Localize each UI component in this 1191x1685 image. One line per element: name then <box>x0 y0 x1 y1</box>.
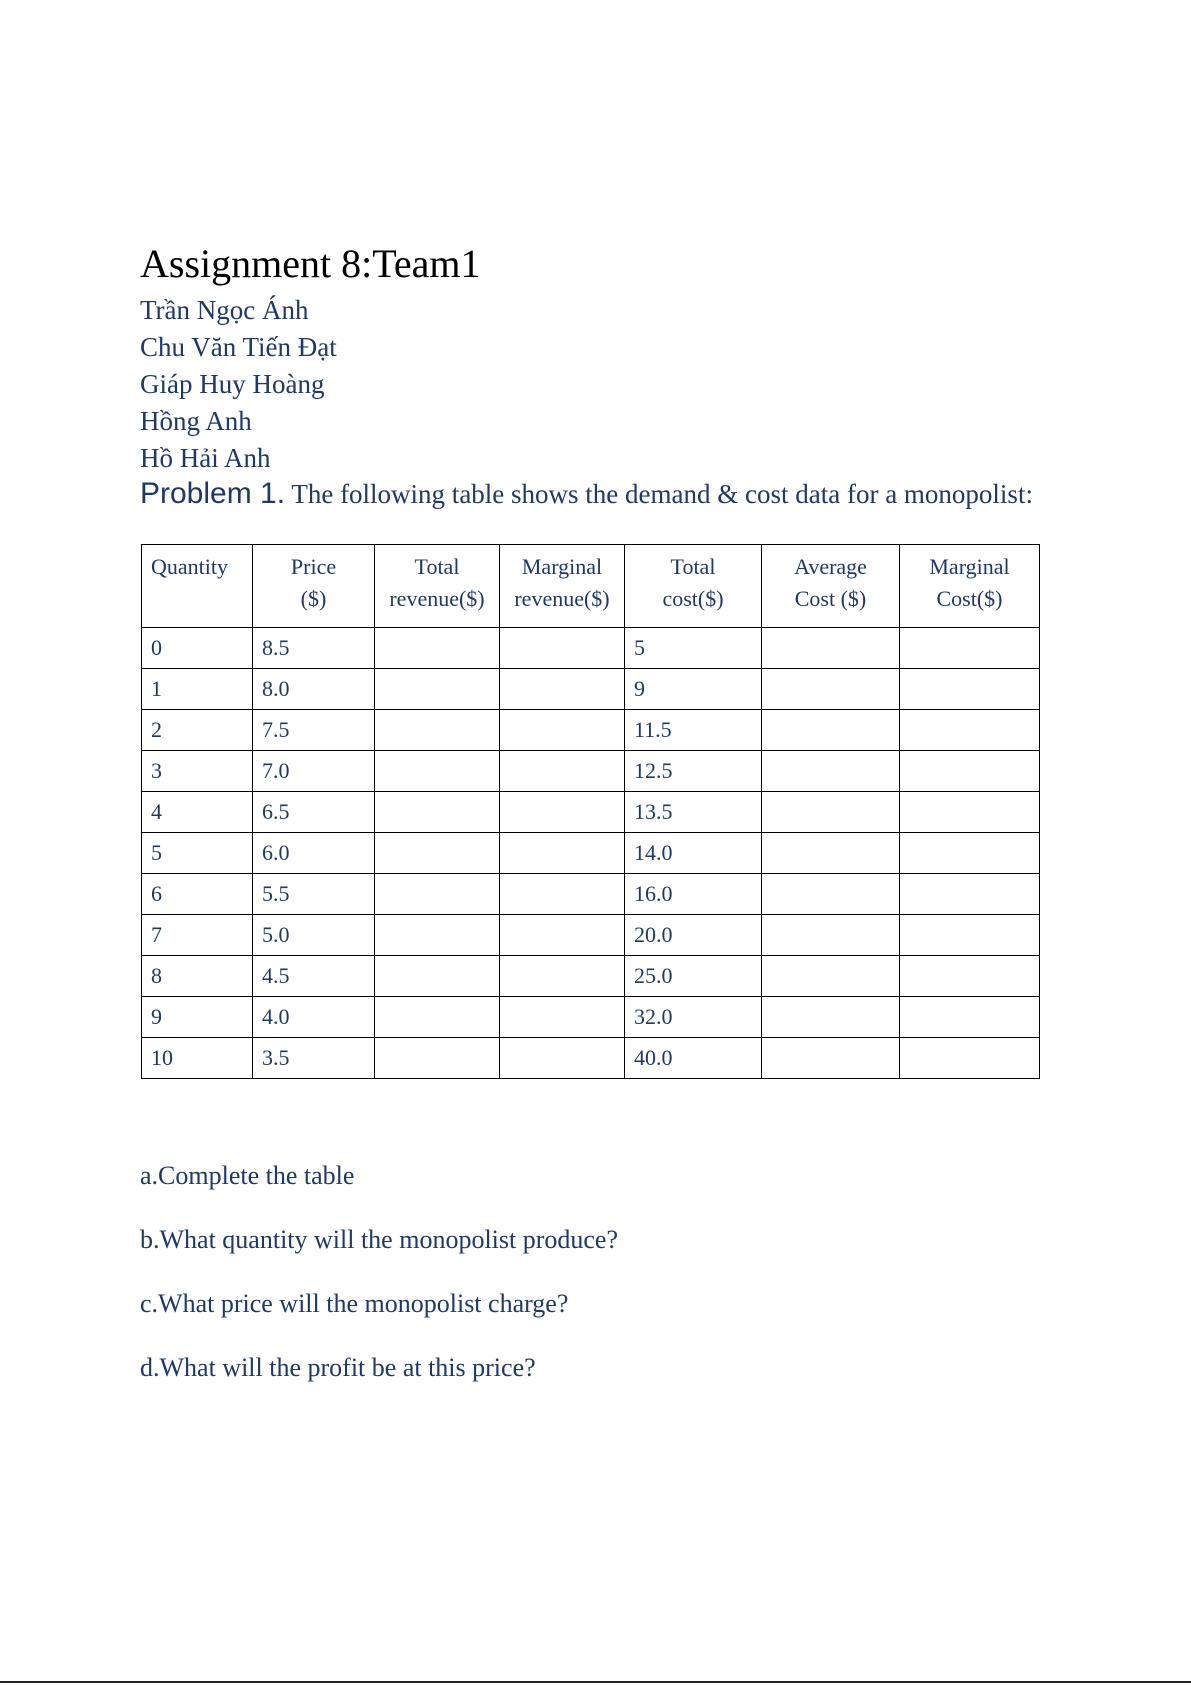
column-header-price <box>253 545 375 628</box>
table-cell-marginal-revenue <box>500 710 625 751</box>
table-cell-total-revenue <box>375 915 500 956</box>
table-cell-average-cost <box>762 669 900 710</box>
table-cell-quantity: 1 <box>142 669 253 710</box>
table-cell-total-cost: 12.5 <box>625 751 762 792</box>
table-row <box>142 833 1040 874</box>
column-header-line: Cost ($) <box>794 586 867 611</box>
table-row <box>142 628 1040 669</box>
table-cell-price: 4.5 <box>253 956 375 997</box>
team-member: Chu Văn Tiến Đạt <box>140 332 337 362</box>
table-cell-average-cost <box>762 628 900 669</box>
question-item: c.What price will the monopolist charge? <box>140 1289 569 1318</box>
question-item: a.Complete the table <box>140 1161 355 1190</box>
problem-label: Problem 1. <box>140 477 286 510</box>
table-cell-price: 5.0 <box>253 915 375 956</box>
table-cell-quantity: 8 <box>142 956 253 997</box>
demand-cost-table <box>141 544 1040 1079</box>
table-cell-marginal-cost <box>900 956 1040 997</box>
table-cell-quantity: 7 <box>142 915 253 956</box>
table-cell-total-cost: 9 <box>625 669 762 710</box>
table-cell-marginal-cost <box>900 628 1040 669</box>
table-cell-total-cost: 11.5 <box>625 710 762 751</box>
table-cell-marginal-revenue <box>500 628 625 669</box>
table-cell-average-cost <box>762 874 900 915</box>
table-cell-quantity: 5 <box>142 833 253 874</box>
table-row <box>142 792 1040 833</box>
table-cell-total-revenue <box>375 956 500 997</box>
table-cell-average-cost <box>762 956 900 997</box>
table-cell-marginal-revenue <box>500 792 625 833</box>
table-cell-total-revenue <box>375 669 500 710</box>
table-cell-total-cost: 40.0 <box>625 1038 762 1079</box>
table-cell-marginal-cost <box>900 833 1040 874</box>
table-cell-total-revenue <box>375 710 500 751</box>
page-title: Assignment 8:Team1 <box>140 241 481 286</box>
table-cell-quantity: 6 <box>142 874 253 915</box>
table-cell-average-cost <box>762 1038 900 1079</box>
table-cell-marginal-revenue <box>500 669 625 710</box>
table-cell-quantity: 4 <box>142 792 253 833</box>
table-cell-price: 7.0 <box>253 751 375 792</box>
table-cell-total-revenue <box>375 792 500 833</box>
column-header-line: Marginal <box>929 554 1010 579</box>
table-cell-total-cost: 16.0 <box>625 874 762 915</box>
table-header-row <box>142 545 1040 628</box>
table-cell-marginal-revenue <box>500 956 625 997</box>
table-cell-marginal-cost <box>900 874 1040 915</box>
table-cell-marginal-cost <box>900 710 1040 751</box>
table-row <box>142 997 1040 1038</box>
table-cell-marginal-revenue <box>500 915 625 956</box>
table-cell-total-revenue <box>375 628 500 669</box>
table-cell-price: 8.0 <box>253 669 375 710</box>
column-header-marginal-cost <box>900 545 1040 628</box>
table-row <box>142 874 1040 915</box>
column-header-line: Cost($) <box>936 586 1003 611</box>
table-row <box>142 751 1040 792</box>
table-cell-total-revenue <box>375 874 500 915</box>
problem-statement <box>140 477 1033 511</box>
table-cell-quantity: 9 <box>142 997 253 1038</box>
question-item: b.What quantity will the monopolist produce? <box>140 1225 619 1254</box>
table-row <box>142 956 1040 997</box>
column-header-line: revenue($) <box>389 586 485 611</box>
table-cell-total-cost: 5 <box>625 628 762 669</box>
column-header-quantity <box>142 545 253 628</box>
table-cell-price: 8.5 <box>253 628 375 669</box>
table-cell-average-cost <box>762 833 900 874</box>
table-cell-average-cost <box>762 915 900 956</box>
column-header-line: cost($) <box>662 586 724 611</box>
table-cell-price: 5.5 <box>253 874 375 915</box>
column-header-line: revenue($) <box>514 586 610 611</box>
table-cell-marginal-revenue <box>500 833 625 874</box>
table-cell-marginal-revenue <box>500 997 625 1038</box>
table-row <box>142 915 1040 956</box>
table-cell-marginal-cost <box>900 1038 1040 1079</box>
table-body <box>142 628 1040 1079</box>
column-header-line: Total <box>414 554 460 579</box>
table-row <box>142 669 1040 710</box>
table-cell-marginal-cost <box>900 915 1040 956</box>
table-cell-total-revenue <box>375 997 500 1038</box>
column-header-marginal-revenue <box>500 545 625 628</box>
table-cell-total-cost: 14.0 <box>625 833 762 874</box>
column-header-average-cost <box>762 545 900 628</box>
table-cell-total-revenue <box>375 833 500 874</box>
column-header-line: Price <box>290 554 337 579</box>
table-cell-price: 6.5 <box>253 792 375 833</box>
table-cell-marginal-cost <box>900 792 1040 833</box>
table-cell-marginal-revenue <box>500 751 625 792</box>
team-member: Giáp Huy Hoàng <box>140 369 325 399</box>
table-cell-average-cost <box>762 792 900 833</box>
table-cell-total-revenue <box>375 1038 500 1079</box>
table-cell-average-cost <box>762 751 900 792</box>
table-cell-total-cost: 25.0 <box>625 956 762 997</box>
table-cell-quantity: 2 <box>142 710 253 751</box>
problem-text: The following table shows the demand & cost data for a monopolist: <box>285 479 1033 509</box>
column-header-total-revenue <box>375 545 500 628</box>
team-member: Hồng Anh <box>140 406 252 436</box>
column-header-line: Total <box>670 554 716 579</box>
table-cell-price: 6.0 <box>253 833 375 874</box>
table-cell-marginal-revenue <box>500 874 625 915</box>
column-header-line: ($) <box>300 586 327 611</box>
column-header-line: Quantity <box>151 554 228 579</box>
team-member: Trần Ngọc Ánh <box>140 295 309 325</box>
table-cell-marginal-revenue <box>500 1038 625 1079</box>
table-cell-quantity: 3 <box>142 751 253 792</box>
column-header-total-cost <box>625 545 762 628</box>
team-member-list <box>140 292 337 477</box>
table-cell-total-cost: 13.5 <box>625 792 762 833</box>
column-header-line: Marginal <box>521 554 603 579</box>
question-item: d.What will the profit be at this price? <box>140 1353 536 1382</box>
table-row <box>142 710 1040 751</box>
table-cell-quantity: 0 <box>142 628 253 669</box>
table-cell-average-cost <box>762 710 900 751</box>
table-cell-quantity: 10 <box>142 1038 253 1079</box>
table-row <box>142 1038 1040 1079</box>
table-cell-total-revenue <box>375 751 500 792</box>
table-cell-average-cost <box>762 997 900 1038</box>
table-cell-total-cost: 20.0 <box>625 915 762 956</box>
team-member: Hồ Hải Anh <box>140 443 271 473</box>
column-header-line: Average <box>794 554 867 579</box>
table-cell-marginal-cost <box>900 669 1040 710</box>
table-cell-price: 7.5 <box>253 710 375 751</box>
table-cell-marginal-cost <box>900 997 1040 1038</box>
table-cell-total-cost: 32.0 <box>625 997 762 1038</box>
page-bottom-rule <box>0 1681 1191 1683</box>
table-cell-price: 3.5 <box>253 1038 375 1079</box>
question-list <box>140 1158 618 1414</box>
table-cell-marginal-cost <box>900 751 1040 792</box>
table-cell-price: 4.0 <box>253 997 375 1038</box>
